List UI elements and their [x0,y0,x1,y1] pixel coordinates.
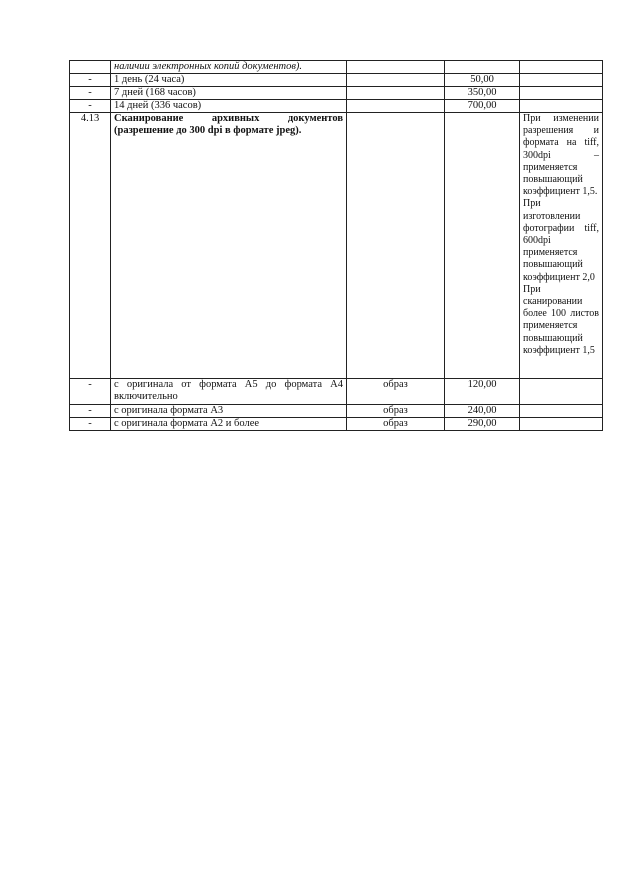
row-unit: образ [347,379,445,405]
row-price: 240,00 [445,405,520,418]
table-row [70,61,603,74]
tariff-table [69,60,603,431]
row-price: 700,00 [445,100,520,113]
row-unit [347,113,445,379]
row-name: 14 дней (336 часов) [111,100,347,113]
row-note [520,74,603,87]
row-unit [347,87,445,100]
note-line: При изменении разрешения и формата на tiff, 300dpi – применяется повышающий коэффициент 1,5. [523,113,599,198]
row-note [520,61,603,74]
row-name: с оригинала формата А3 [111,405,347,418]
row-price [445,61,520,74]
row-note [520,113,603,379]
table-row [70,418,603,431]
table-row [70,87,603,100]
row-name: наличии электронных копий документов). [111,61,347,74]
row-note [520,418,603,431]
table-row [70,74,603,87]
table-row [70,100,603,113]
row-number [70,61,111,74]
row-unit [347,100,445,113]
table-row [70,379,603,405]
row-price: 350,00 [445,87,520,100]
table-row [70,113,603,379]
row-name: Сканирование архивных документов (разрешение до 300 dpi в формате jpeg). [111,113,347,379]
row-price [445,113,520,379]
note-line: При изготовлении фотографии tiff, 600dpi применяется повышающий коэффициент 2,0 [523,198,599,283]
row-unit: образ [347,418,445,431]
row-number: - [70,379,111,405]
row-name: с оригинала формата А2 и более [111,418,347,431]
row-number: - [70,87,111,100]
row-number: 4.13 [70,113,111,379]
row-note [520,405,603,418]
row-unit [347,74,445,87]
row-number: - [70,74,111,87]
row-name: 1 день (24 часа) [111,74,347,87]
row-unit [347,61,445,74]
row-name: 7 дней (168 часов) [111,87,347,100]
row-number: - [70,405,111,418]
table-row [70,405,603,418]
row-number: - [70,418,111,431]
row-price: 50,00 [445,74,520,87]
note-line: При сканировании более 100 листов применяется повышающий коэффициент 1,5 [523,283,599,356]
row-price: 120,00 [445,379,520,405]
row-unit: образ [347,405,445,418]
row-note [520,379,603,405]
row-price: 290,00 [445,418,520,431]
row-name: с оригинала от формата А5 до формата А4 включительно [111,379,347,405]
row-number: - [70,100,111,113]
row-note [520,87,603,100]
row-note [520,100,603,113]
